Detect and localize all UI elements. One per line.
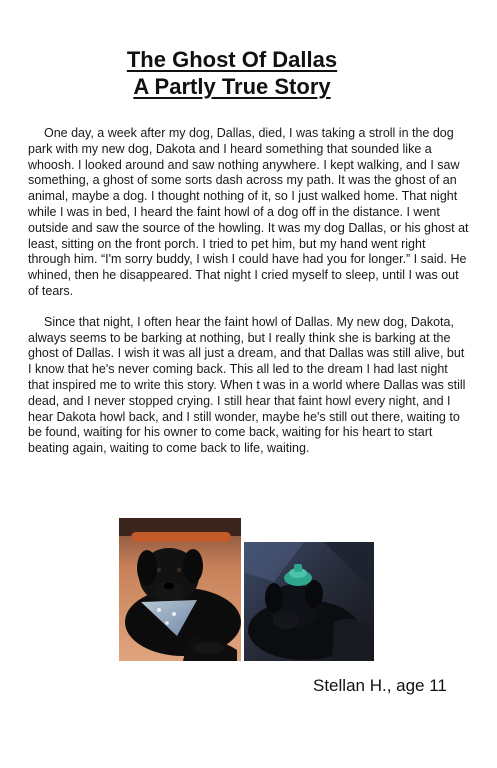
story-body [28,126,470,457]
paragraph-2: Since that night, I often hear the faint howl of Dallas. My new dog, Dakota, always seems to be barking at nothing, but I really think she is barking at the ghost of Dallas. I wish it was all just a dream, and that Dallas was still alive, but I know that he's never coming back. This all led to the dream I had last night that inspired me to write this story. When t was in a world where Dallas was still dead, and I never stopped crying. I still hear that faint howl every night, and I hear Dakota howl back, and I still wonder, maybe he's still out there, waiting to be found, waiting for his owner to come back, waiting for his heart to start beating again, waiting to come back to life, waiting. [28,314,466,456]
author-signature: Stellan H., age 11 [313,676,447,695]
title-line-2: A Partly True Story [133,74,331,99]
title-line-1: The Ghost Of Dallas [126,47,338,72]
black-dog-with-bandana-photo [119,518,241,661]
story-title [0,46,464,100]
paragraph-1: One day, a week after my dog, Dallas, died, I was taking a stroll in the dog park with my new dog, Dakota and I heard something that sounded like a whoosh. I looked around and saw nothing anywhere. I kept walking, and I saw something, a ghost of some sorts dash across my path. It was the ghost of an animal, maybe a dog. I thought nothing of it, so I just walked home. That night while I was in bed, I heard the faint howl of a dog off in the distance. I went outside and saw the source of the howling. It was my dog Dallas, or his ghost at least, sitting on the front porch. I tried to pet him, but my hand went right through him. “I'm sorry buddy, I wish I could have had you for longer.” I said. He whined, then he disappeared. That night I cried myself to sleep, until I was out of tears. [28,126,469,298]
black-dog-with-toy-photo [244,542,374,661]
